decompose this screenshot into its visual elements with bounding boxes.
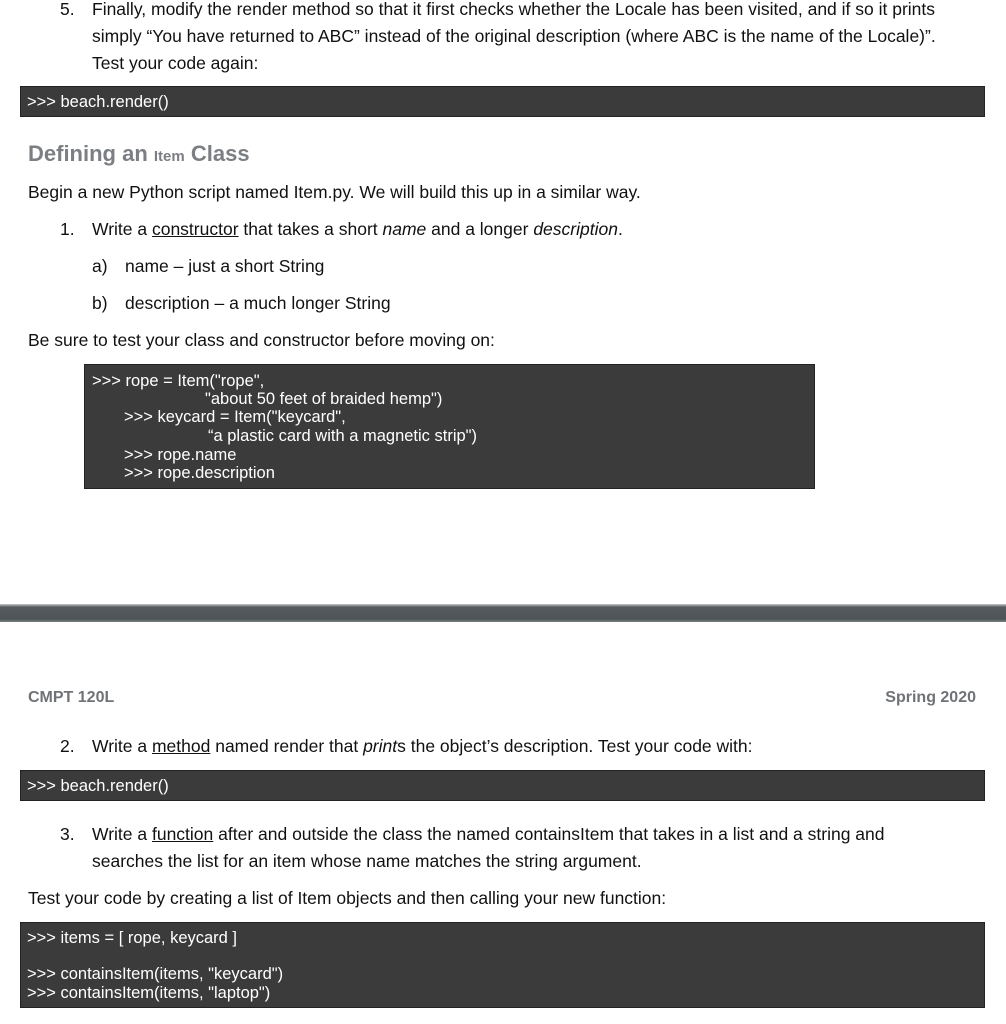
step2-text bbox=[92, 733, 753, 759]
code-line: >>> beach.render() bbox=[27, 777, 169, 795]
sub-a-label: a) bbox=[92, 256, 108, 276]
method-term: method bbox=[151, 736, 211, 756]
description-term: description bbox=[533, 219, 618, 239]
step5-number: 5. bbox=[60, 0, 75, 19]
step3-line2: searches the list for an item whose name matches the string argument. bbox=[92, 851, 642, 871]
heading-item-code: Item bbox=[153, 148, 185, 165]
print-term: print bbox=[363, 736, 398, 756]
code-block-render-2 bbox=[20, 770, 985, 801]
step3-number: 3. bbox=[60, 824, 75, 844]
step3-line1 bbox=[92, 821, 885, 847]
step1-number: 1. bbox=[60, 219, 75, 239]
text-run: that takes a short bbox=[238, 219, 383, 239]
text-run: s the object’s description. Test your code with: bbox=[397, 736, 753, 756]
code-line: >>> containsItem(items, "laptop") bbox=[27, 984, 271, 1002]
text-run: and a longer bbox=[426, 219, 534, 239]
page-bottom bbox=[0, 622, 1006, 1024]
code-block-contains-item bbox=[20, 922, 985, 1008]
code-line: >>> items = [ rope, keycard ] bbox=[27, 929, 238, 947]
sub-a-text: name – just a short String bbox=[125, 256, 325, 276]
code-line: >>> beach.render() bbox=[27, 93, 169, 111]
text-run: after and outside the class the named containsItem that takes in a list and a string and bbox=[213, 824, 885, 844]
heading-part3: Class bbox=[184, 141, 250, 166]
test-instruction: Be sure to test your class and constructor before moving on: bbox=[28, 330, 495, 350]
step1-text bbox=[92, 216, 623, 242]
code-line: “a plastic card with a magnetic strip") bbox=[208, 427, 478, 445]
constructor-term: constructor bbox=[151, 219, 239, 239]
code-line: >>> rope = Item("rope", bbox=[92, 372, 265, 390]
intro-text: Begin a new Python script named Item.py. We will build this up in a similar way. bbox=[28, 182, 641, 202]
course-header: CMPT 120L bbox=[28, 689, 115, 706]
text-run: Write a bbox=[92, 736, 152, 756]
step5-line1: Finally, modify the render method so that it first checks whether the Locale has been visited, and if so it prints bbox=[92, 0, 936, 19]
code-block-item-tests bbox=[84, 364, 815, 489]
test-instruction-2: Test your code by creating a list of Item objects and then calling your new function: bbox=[28, 888, 667, 908]
text-run: . bbox=[617, 219, 623, 239]
text-run: named render that bbox=[210, 736, 364, 756]
section-heading bbox=[28, 141, 250, 167]
sub-b-text: description – a much longer String bbox=[125, 293, 391, 313]
step5-line2: simply “You have returned to ABC” instead of the original description (where ABC is the name of the Locale)”. bbox=[92, 26, 936, 46]
code-block-render-1 bbox=[20, 86, 985, 117]
text-run: Write a bbox=[92, 219, 152, 239]
code-line: "about 50 feet of braided hemp") bbox=[205, 390, 443, 408]
text-run: Write a bbox=[92, 824, 152, 844]
code-line: >>> rope.name bbox=[124, 446, 237, 464]
code-line: >>> keycard = Item("keycard", bbox=[124, 408, 346, 426]
code-line: >>> rope.description bbox=[124, 464, 275, 482]
heading-part1: Defining an bbox=[28, 141, 154, 166]
name-term: name bbox=[382, 219, 427, 239]
step2-number: 2. bbox=[60, 736, 75, 756]
step5-line3: Test your code again: bbox=[92, 53, 259, 73]
page-break bbox=[0, 604, 1006, 622]
term-header: Spring 2020 bbox=[885, 689, 976, 706]
code-line: >>> containsItem(items, "keycard") bbox=[27, 965, 284, 983]
sub-b-label: b) bbox=[92, 293, 108, 313]
function-term: function bbox=[151, 824, 214, 844]
